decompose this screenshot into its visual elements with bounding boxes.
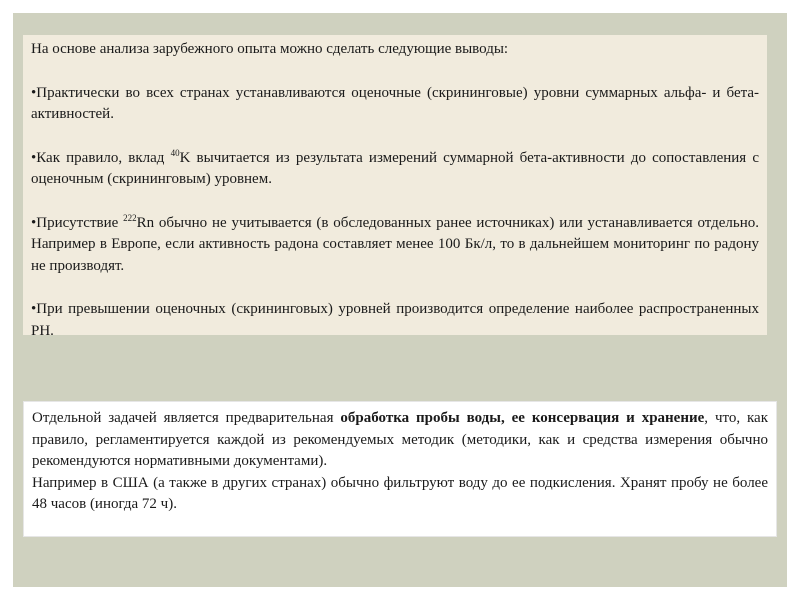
paragraph-1-post: , что, как правило, регламентируется каждой из рекомендуемых методик (методики, как и средства измерения обычно рекомендуются нормативными документами). [32,410,768,469]
conclusions-box [23,35,767,339]
bullet-4 [31,299,759,342]
bullet-3-pre: •Присутствие [31,214,124,231]
bullet-2-pre: •Как правило, вклад [31,149,171,166]
intro-text-span: На основе анализа зарубежного опыта можно сделать следующие выводы: [31,41,509,57]
bullet-3 [31,213,759,278]
bullet-3-post: Rn обычно не учитывается (в обследованных ранее источниках) или устанавливается отдельно. Например в Европе, если активность радона составляет менее 100 Бк/л, то в дальнейшем мониторинг по радону не производят. [31,214,760,274]
paragraph-2 [32,473,768,516]
paragraph-2-text: Например в США (а также в других странах) обычно фильтруют воду до ее подкисления. Хранят пробу не более 48 часов (иногда 72 ч). [32,474,768,512]
bullet-2 [31,148,759,191]
bullet-4-text: •При превышении оценочных (скрининговых) уровней производится определение наиболее распространенных РН. [31,301,759,339]
paragraph-1-pre: Отдельной задачей является предварительная [32,410,341,426]
paragraph-1 [32,408,768,473]
intro-text [31,39,759,61]
bullet-1 [31,83,759,126]
bullet-1-text: •Практически во всех странах устанавливаются оценочные (скрининговые) уровни суммарных альфа- и бета-активностей. [31,84,759,122]
bullet-3-sup: 222 [123,212,137,223]
bullet-2-sup: 40 [170,147,180,158]
slide [13,13,787,587]
sample-handling-box [23,401,777,537]
paragraph-1-bold: обработка пробы воды, ее консервация и хранение [340,410,705,426]
bullet-2-post: K вычитается из результата измерений суммарной бета-активности до сопоставления с оценочным (скрининговым) уровнем. [31,149,759,187]
